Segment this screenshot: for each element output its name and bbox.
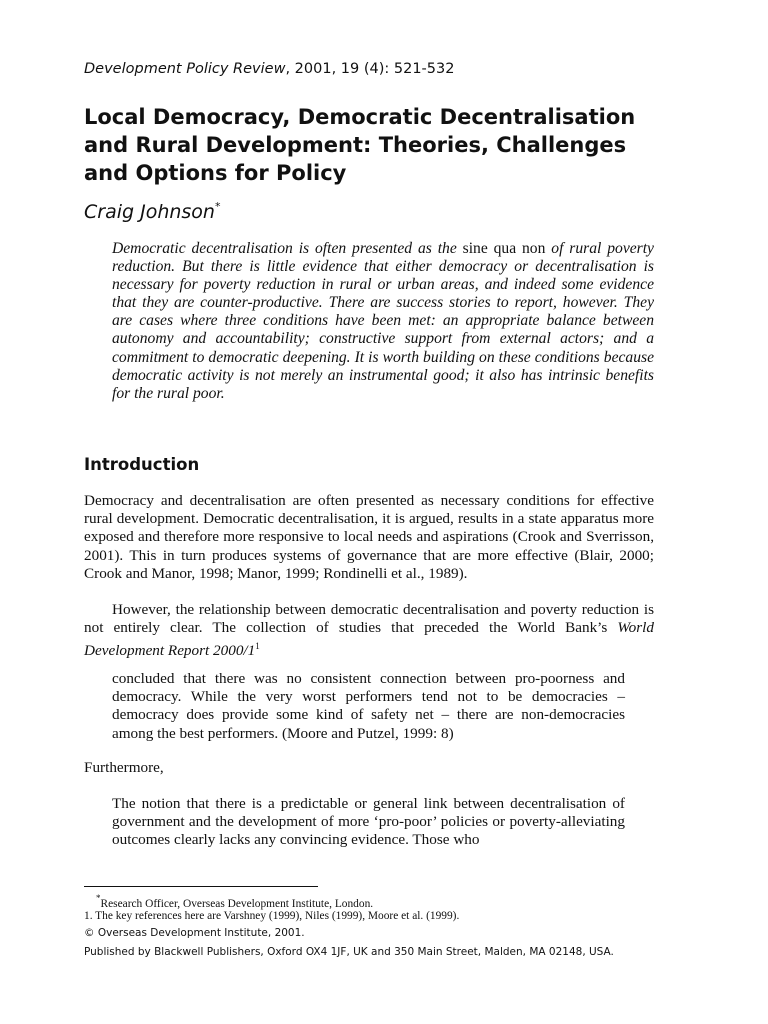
footnote-marker: *	[96, 893, 101, 903]
report-title: World Development Report 2000/1	[84, 619, 654, 660]
paragraph-text: However, the relationship between democratic decentralisation and poverty reduction is not entirely clear. The collection of studies that preceded the World Bank’s	[84, 601, 654, 637]
section-heading: Introduction	[84, 455, 200, 474]
title-line: Local Democracy, Democratic Decentralisation	[84, 105, 636, 129]
abstract-text: of rural poverty reduction. But there is little evidence that either democracy or decentralisation is necessary for poverty reduction in rural or urban areas, and indeed some evidence that they are counter-productive. There are success stories to report, however. They are cases where three conditions have been met: an appropriate balance between autonomy and accountability; constructive support from external actors; and a commitment to democratic deepening. It is worth building on these conditions because democratic activity is not merely an instrumental good; it also has intrinsic benefits for the rural poor.	[112, 240, 654, 402]
footnote-ref: 1	[255, 641, 260, 652]
footnote-divider	[84, 886, 318, 887]
abstract-latin-term: sine qua non	[462, 240, 546, 257]
author-footnote-marker: *	[214, 200, 221, 213]
copyright-line: © Overseas Development Institute, 2001.	[84, 927, 305, 939]
title-line: and Rural Development: Theories, Challenges	[84, 133, 627, 157]
publisher-line: Published by Blackwell Publishers, Oxford OX4 1JF, UK and 350 Main Street, Malden, MA 02148, USA.	[84, 946, 614, 958]
footnote-1: 1. The key references here are Varshney (1999), Niles (1999), Moore et al. (1999).	[84, 910, 460, 922]
body-paragraph: Furthermore,	[84, 759, 164, 776]
block-quote: The notion that there is a predictable or general link between decentralisation of government and the development of more ‘pro-poor’ policies or poverty-alleviating outcomes clearly lacks any convincing evidence. Those who	[112, 795, 625, 849]
abstract	[112, 240, 654, 403]
author-name: Craig Johnson	[84, 201, 215, 223]
journal-issue: , 2001, 19 (4): 521-532	[285, 61, 455, 77]
author-byline	[84, 200, 220, 223]
footnote-text: Research Officer, Overseas Development Institute, London.	[100, 898, 374, 910]
journal-name: Development Policy Review	[84, 61, 286, 77]
footnote-author	[84, 893, 373, 910]
article-title	[84, 103, 684, 187]
abstract-text: Democratic decentralisation is often presented as the	[112, 240, 463, 257]
body-paragraph	[84, 601, 654, 661]
block-quote: concluded that there was no consistent connection between pro-poorness and democracy. While the very worst performers tend not to be democracies – democracy does provide some kind of safety net – there are non-democracies among the best performers. (Moore and Putzel, 1999: 8)	[112, 670, 625, 742]
journal-citation	[84, 61, 454, 77]
title-line: and Options for Policy	[84, 161, 347, 185]
body-paragraph: Democracy and decentralisation are often presented as necessary conditions for effective rural development. Democratic decentralisation, it is argued, results in a state apparatus more exposed and therefore more responsive to local needs and aspirations (Crook and Sverrisson, 2001). This in turn produces systems of governance that are more effective (Blair, 2000; Crook and Manor, 1998; Manor, 1999; Rondinelli et al., 1989).	[84, 492, 654, 582]
